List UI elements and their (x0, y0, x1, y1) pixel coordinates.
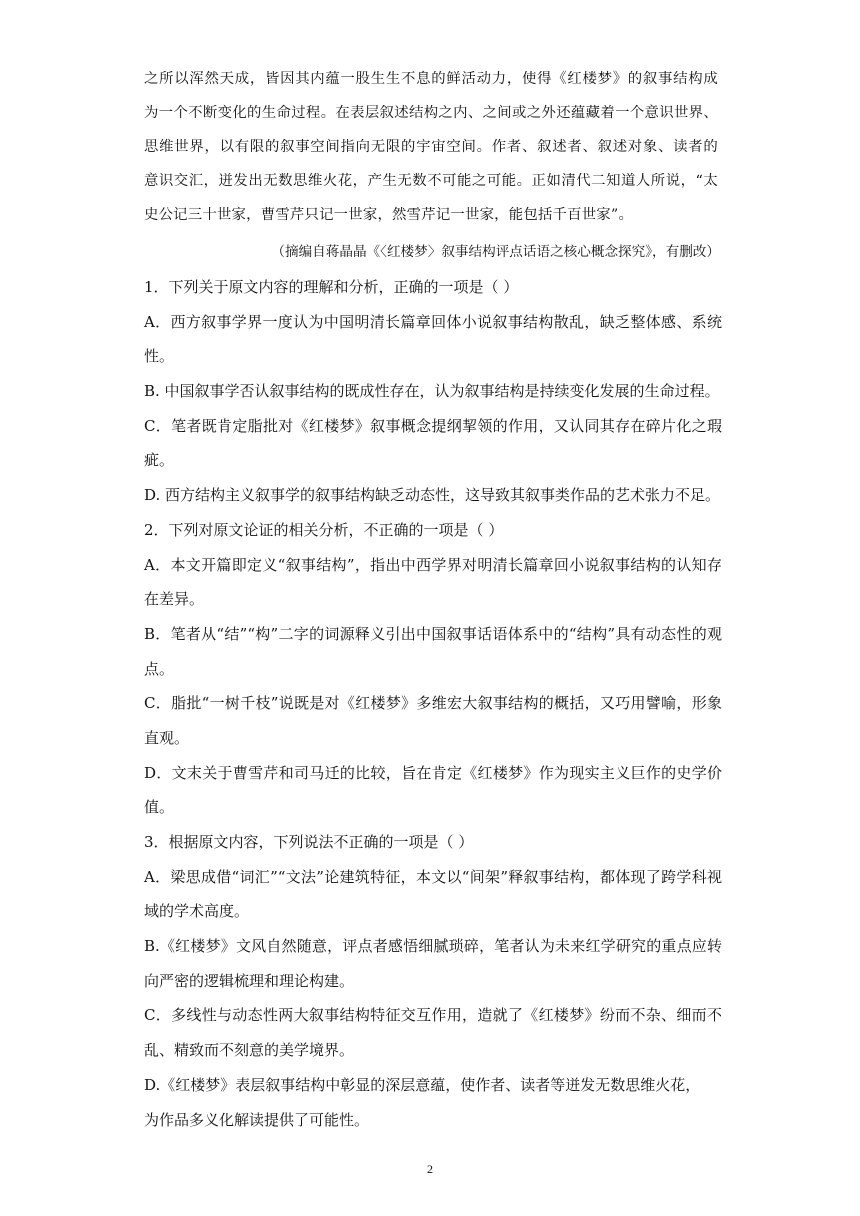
option-line: 值。 (144, 798, 175, 817)
option-line: C．笔者既肯定脂批对《红楼梦》叙事概念提纲挈领的作用，又认同其存在碎片化之瑕 (144, 416, 722, 435)
option-line: 点。 (144, 659, 175, 678)
option-line: 在差异。 (144, 590, 205, 609)
option-line: B.《红楼梦》文风自然随意，评点者感悟细腻琐碎，笔者认为未来红学研究的重点应转 (144, 937, 722, 956)
option-line: 乱、精致而不刻意的美学境界。 (144, 1041, 355, 1060)
option-line: A．梁思成借“词汇”“文法”论建筑特征，本文以“间架”释叙事结构，都体现了跨学科视 (144, 867, 722, 886)
option-line: 向严密的逻辑梳理和理论构建。 (144, 971, 355, 990)
option-line: 性。 (144, 347, 175, 366)
page-number: 2 (427, 1162, 433, 1176)
passage-line: 意识交汇，迸发出无数思维火花，产生无数不可能之可能。正如清代二知道人所说，“太 (144, 173, 718, 189)
passage-line: 史公记三十世家，曹雪芹只记一世家，然雪芹记一世家，能包括千百世家”。 (144, 207, 634, 223)
option-line: C．脂批“一树千枝”说既是对《红楼梦》多维宏大叙事结构的概括，又巧用譬喻，形象 (144, 694, 722, 713)
source-citation: （摘编自蒋晶晶《〈红楼梦〉叙事结构评点话语之核心概念探究》，有删改） (271, 244, 720, 260)
option-line: 直观。 (144, 728, 190, 747)
question-stem: 1．下列关于原文内容的理解和分析，正确的一项是（ ） (144, 278, 519, 296)
option-line: 域的学术高度。 (144, 902, 250, 921)
option-line: 疵。 (144, 451, 175, 470)
passage-line: 之所以浑然天成，皆因其内蕴一股生生不息的鲜活动力，使得《红楼梦》的叙事结构成 (144, 71, 718, 87)
question-stem: 3．根据原文内容，下列说法不正确的一项是（ ） (144, 833, 474, 851)
passage-line: 为一个不断变化的生命过程。在表层叙述结构之内、之间或之外还蕴藏着一个意识世界、 (144, 105, 718, 121)
passage-line: 思维世界，以有限的叙事空间指向无限的宇宙空间。作者、叙述者、叙述对象、读者的 (144, 139, 718, 155)
question-list (144, 270, 722, 1137)
option-line: A．西方叙事学界一度认为中国明清长篇章回体小说叙事结构散乱，缺乏整体感、系统 (144, 312, 722, 331)
option-line: D.《红楼梦》表层叙事结构中彰显的深层意蕴，使作者、读者等迸发无数思维火花， (144, 1075, 701, 1094)
option-line: B．笔者从“结”“构”二字的词源释义引出中国叙事话语体系中的“结构”具有动态性的观 (144, 624, 722, 643)
option-line: 为作品多义化解读提供了可能性。 (144, 1110, 370, 1129)
option-line: A．本文开篇即定义“叙事结构”，指出中西学界对明清长篇章回小说叙事结构的认知存 (144, 555, 722, 574)
passage-text (144, 62, 718, 232)
question-stem: 2．下列对原文论证的相关分析，不正确的一项是（ ） (144, 520, 504, 539)
option-line: D．文末关于曹雪芹和司马迁的比较，旨在肯定《红楼梦》作为现实主义巨作的史学价 (144, 763, 722, 782)
option-line: B. 中国叙事学否认叙事结构的既成性存在，认为叙事结构是持续变化发展的生命过程。 (144, 382, 720, 401)
option-line: D. 西方结构主义叙事学的叙事结构缺乏动态性，这导致其叙事类作品的艺术张力不足。 (144, 486, 721, 505)
option-line: C．多线性与动态性两大叙事结构特征交互作用，造就了《红楼梦》纷而不杂、细而不 (144, 1006, 722, 1025)
